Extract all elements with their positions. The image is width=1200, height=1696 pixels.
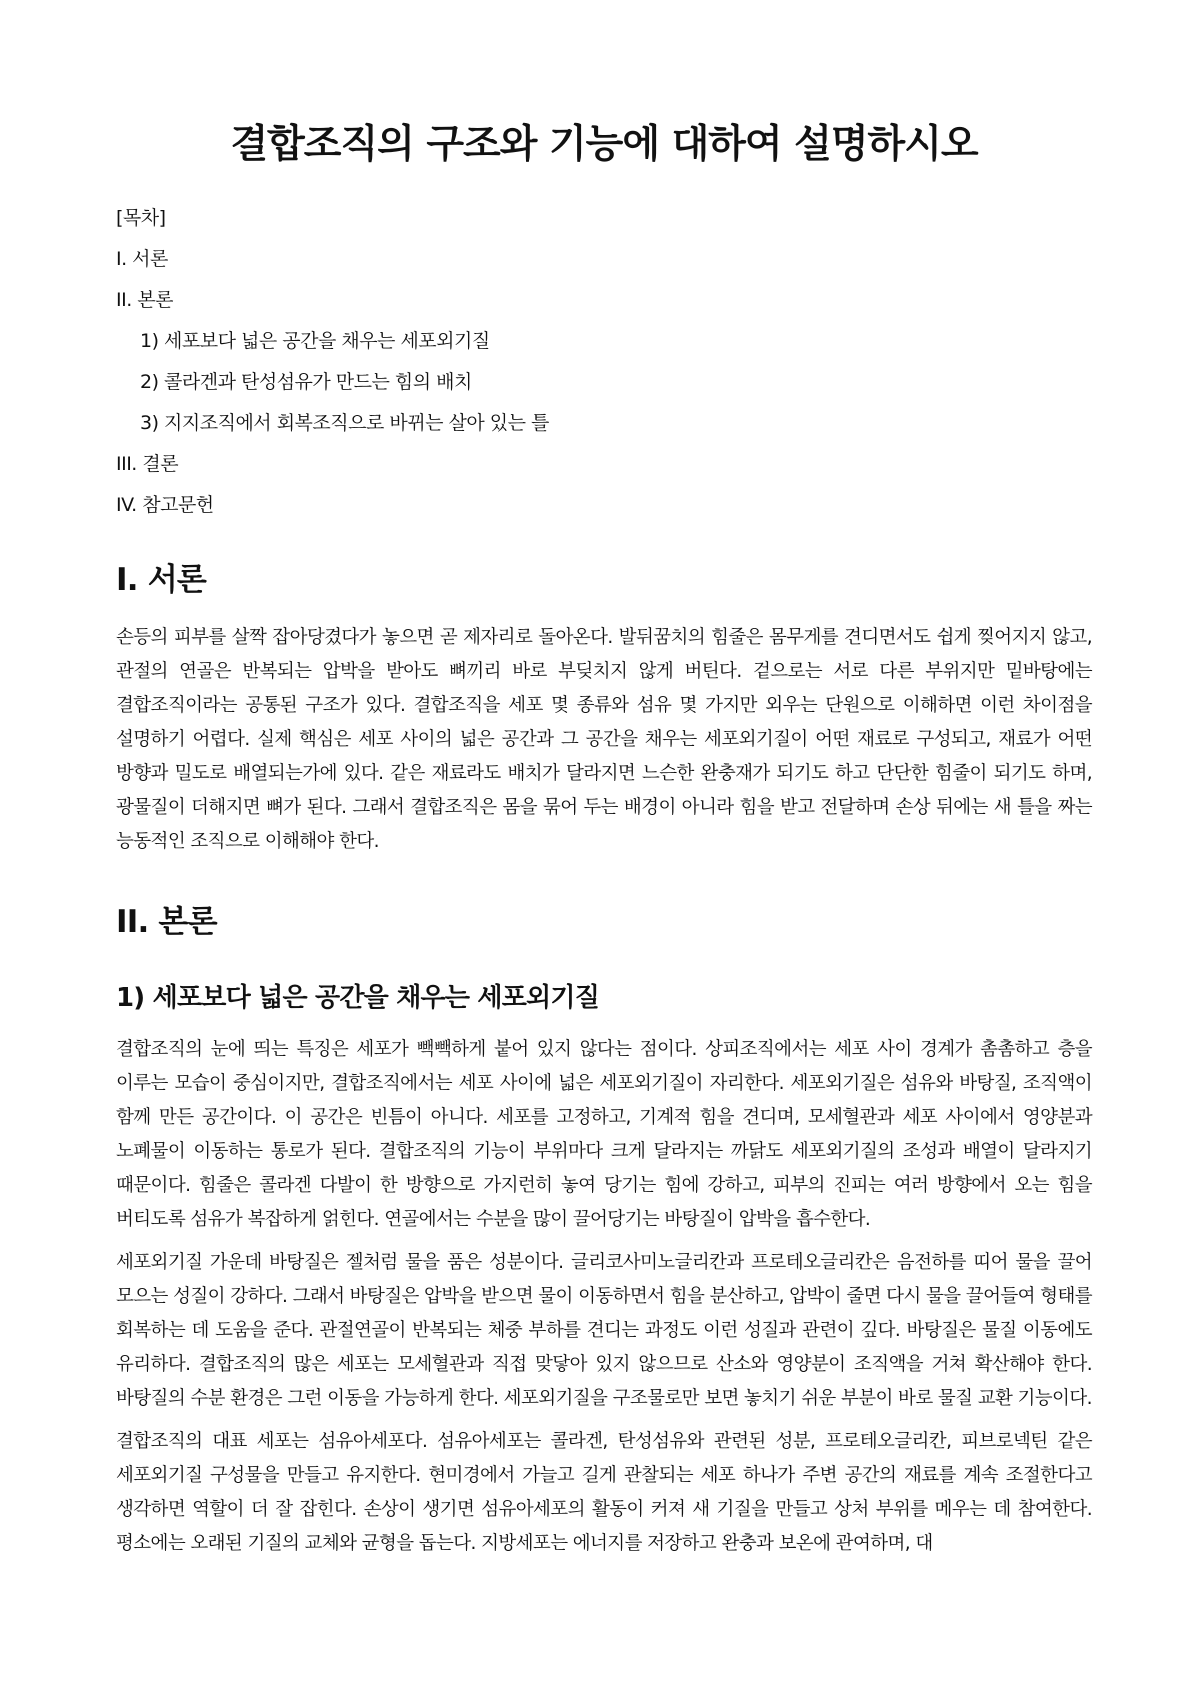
toc-item-references: IV. 참고문헌 — [116, 494, 214, 516]
subsection-1 — [116, 981, 1092, 1561]
toc-item-body-2: 2) 콜라겐과 탄성섬유가 만드는 힘의 배치 — [140, 371, 472, 393]
toc-item-body-3: 3) 지지조직에서 회복조직으로 바뀌는 살아 있는 틀 — [140, 412, 549, 434]
toc-item-body: II. 본론 — [116, 289, 173, 311]
paragraph: 결합조직의 대표 세포는 섬유아세포다. 섬유아세포는 콜라겐, 탄성섬유와 관련된 성분, 프로테오글리칸, 피브로넥틴 같은 세포외기질 구성물을 만들고 유지한다. 현미경에서 가늘고 길게 관찰되는 세포 하나가 주변 공간의 재료를 계속 조절한다고 생각하면 역할이 더 잘 잡힌다. 손상이 생기면 섬유아세포의 활동이 커져 새 기질을 만들고 상처 부위를 메우는 데 참여한다. 평소에는 오래된 기질의 교체와 균형을 돕는다. 지방세포는 에너지를 저장하고 완충과 보온에 관여하며, 대 — [116, 1431, 1092, 1554]
table-of-contents — [116, 206, 1092, 517]
paragraph: 결합조직의 눈에 띄는 특징은 세포가 빽빽하게 붙어 있지 않다는 점이다. 상피조직에서는 세포 사이 경계가 촘촘하고 층을 이루는 모습이 중심이지만, 결합조직에서는 세포 사이에 넓은 세포외기질이 자리한다. 세포외기질은 섬유와 바탕질, 조직액이 함께 만든 공간이다. 이 공간은 빈틈이 아니다. 세포를 고정하고, 기계적 힘을 견디며, 모세혈관과 세포 사이에서 영양분과 노폐물이 이동하는 통로가 된다. 결합조직의 기능이 부위마다 크게 달라지는 까닭도 세포외기질의 조성과 배열이 달라지기 때문이다. 힘줄은 콜라겐 다발이 한 방향으로 가지런히 놓여 당기는 힘에 강하고, 피부의 진피는 여러 방향에서 오는 힘을 버티도록 섬유가 복잡하게 얽힌다. 연골에서는 수분을 많이 끌어당기는 바탕질이 압박을 흡수한다. — [116, 1039, 1092, 1230]
subsection-heading-1: 1) 세포보다 넓은 공간을 채우는 세포외기질 — [116, 983, 600, 1013]
paragraph: 세포외기질 가운데 바탕질은 젤처럼 물을 품은 성분이다. 글리코사미노글리칸과 프로테오글리칸은 음전하를 띠어 물을 끌어 모으는 성질이 강하다. 그래서 바탕질은 압박을 받으면 물이 이동하면서 힘을 분산하고, 압박이 줄면 다시 물을 끌어들여 형태를 회복하는 데 도움을 준다. 관절연골이 반복되는 체중 부하를 견디는 과정도 이런 성질과 관련이 깊다. 바탕질은 물질 이동에도 유리하다. 결합조직의 많은 세포는 모세혈관과 직접 맞닿아 있지 않으므로 산소와 영양분이 조직액을 거쳐 확산해야 한다. 바탕질의 수분 환경은 그런 이동을 가능하게 한다. 세포외기질을 구조물로만 보면 놓치기 쉬운 부분이 바로 물질 교환 기능이다. — [116, 1252, 1092, 1409]
section-heading-intro: I. 서론 — [116, 562, 206, 598]
section-intro — [116, 561, 1092, 859]
toc-heading: [목차] — [116, 207, 166, 229]
paragraph: 손등의 피부를 살짝 잡아당겼다가 놓으면 곧 제자리로 돌아온다. 발뒤꿈치의 힘줄은 몸무게를 견디면서도 쉽게 찢어지지 않고, 관절의 연골은 반복되는 압박을 받아도 뼈끼리 바로 부딪치지 않게 버틴다. 겉으로는 서로 다른 부위지만 밑바탕에는 결합조직이라는 공통된 구조가 있다. 결합조직을 세포 몇 종류와 섬유 몇 가지만 외우는 단원으로 이해하면 이런 차이점을 설명하기 어렵다. 실제 핵심은 세포 사이의 넓은 공간과 그 공간을 채우는 세포외기질이 어떤 재료로 구성되고, 재료가 어떤 방향과 밀도로 배열되는가에 있다. 같은 재료라도 배치가 달라지면 느슨한 완충재가 되기도 하고 단단한 힘줄이 되기도 하며, 광물질이 더해지면 뼈가 된다. 그래서 결합조직은 몸을 묶어 두는 배경이 아니라 힘을 받고 전달하며 손상 뒤에는 새 틀을 짜는 능동적인 조직으로 이해해야 한다. — [116, 627, 1092, 852]
section-body — [116, 903, 1092, 1561]
document-title: 결합조직의 구조와 기능에 대하여 설명하시오 — [230, 122, 978, 167]
toc-item-conclusion: III. 결론 — [116, 453, 179, 475]
toc-item-body-1: 1) 세포보다 넓은 공간을 채우는 세포외기질 — [140, 330, 490, 352]
toc-item-intro: I. 서론 — [116, 248, 168, 270]
section-heading-body: II. 본론 — [116, 904, 217, 940]
section-body-intro — [116, 621, 1092, 859]
subsection-body-1 — [116, 1033, 1092, 1561]
